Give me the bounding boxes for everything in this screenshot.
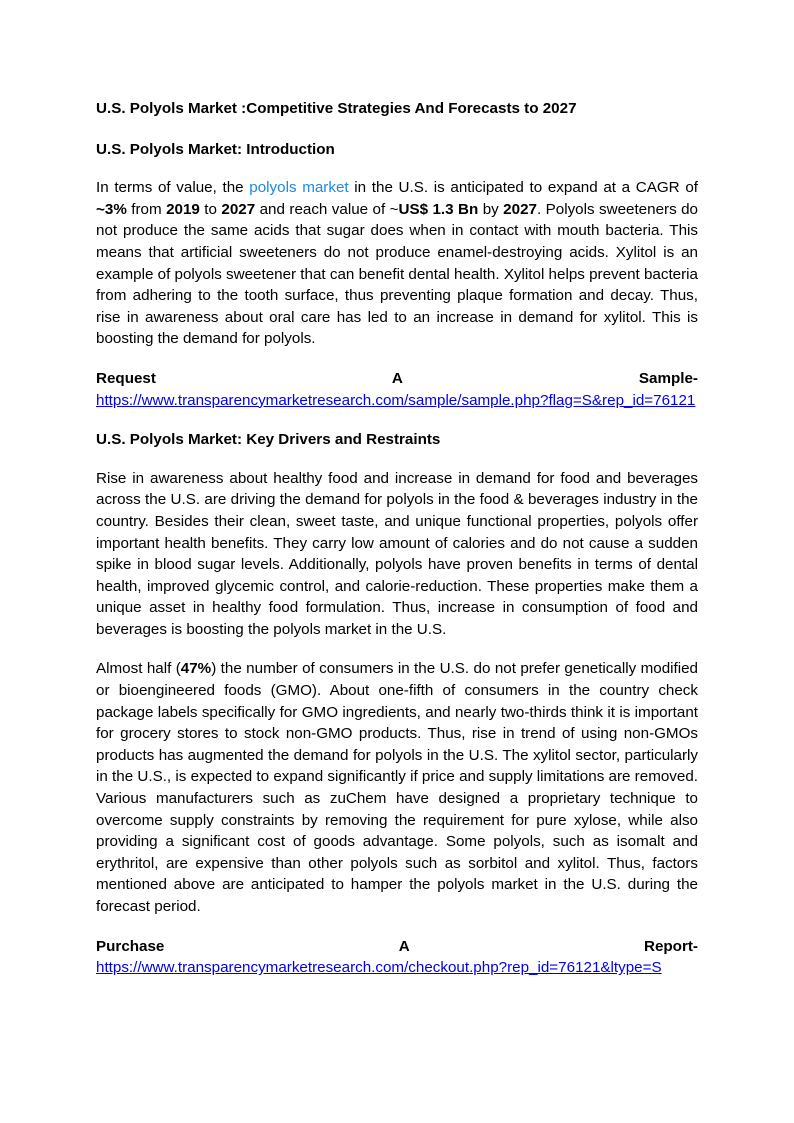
start-year: 2019 [166, 200, 200, 218]
text: in the U.S. is anticipated to expand at a CAGR of [348, 179, 698, 197]
text: ) the number of consumers in the U.S. do not prefer genetically modified or bioengineered foods (GMO). About one-fifth of consumers in the country check package labels specifically for GMO ingredients, and nearly two-thirds think it is important for grocery stores to stock non-GMO products. Thus, rise in trend of using non-GMOs products has augmented the demand for polyols in the U.S. The xylitol sector, particularly in the U.S., is expected to expand significantly if price and supply limitations are removed. Various manufacturers such as zuChem have designed a proprietary technique to overcome supply constraints by removing the requirement for pure xylose, while also providing a significant cost of goods advantage. Some polyols, such as isomalt and erythritol, are expensive than other polyols such as sorbitol and xylitol. Thus, factors mentioned above are anticipated to hamper the polyols market in the U.S. during the forecast period. [96, 660, 698, 915]
label-word: A [391, 369, 403, 387]
label-word: Purchase [96, 937, 165, 955]
polyols-market-link[interactable]: polyols market [249, 179, 349, 197]
intro-paragraph [96, 177, 698, 350]
purchase-report-label [96, 936, 698, 958]
request-sample-link[interactable]: https://www.transparencymarketresearch.com/sample/sample.php?flag=S&rep_id=76121 [96, 391, 696, 409]
text: by [478, 200, 504, 218]
label-word: Sample- [638, 369, 698, 387]
request-sample-block [96, 368, 698, 411]
drivers-paragraph-2 [96, 658, 698, 917]
gmo-percent: 47% [180, 660, 212, 678]
label-word: Report- [643, 937, 698, 955]
end-year: 2027 [221, 200, 256, 218]
label-word: A [398, 937, 410, 955]
request-sample-label [96, 368, 698, 390]
document-page [96, 98, 698, 997]
text: from [126, 200, 167, 218]
forecast-year: 2027 [503, 200, 537, 218]
document-title: U.S. Polyols Market :Competitive Strategies And Forecasts to 2027 [96, 100, 577, 117]
text: In terms of value, the [96, 179, 250, 197]
text: to [199, 200, 222, 218]
drivers-heading: U.S. Polyols Market: Key Drivers and Restraints [96, 431, 441, 449]
market-value: US$ 1.3 Bn [398, 200, 479, 218]
text: Almost half ( [96, 660, 181, 678]
text: . Polyols sweeteners do not produce the same acids that sugar does when in contact with mouth bacteria. This means that artificial sweeteners do not produce enamel-destroying acids. Xylitol is an example of polyols sweetener that can benefit dental health. Xylitol helps prevent bacteria from adhering to the tooth surface, thus preventing plaque formation and decay. Thus, rise in awareness about oral care has led to an increase in demand for xylitol. This is boosting the demand for polyols. [96, 200, 698, 348]
label-word: Request [96, 369, 156, 387]
intro-heading: U.S. Polyols Market: Introduction [96, 140, 335, 158]
purchase-report-link[interactable]: https://www.transparencymarketresearch.com/checkout.php?rep_id=76121&ltype=S [96, 959, 662, 977]
text: and reach value of ~ [255, 200, 399, 218]
purchase-report-block [96, 936, 698, 979]
drivers-paragraph-1: Rise in awareness about healthy food and increase in demand for food and beverages across the U.S. are driving the demand for polyols in the food & beverages industry in the country. Besides their clean, sweet taste, and unique functional properties, polyols offer important health benefits. They carry low amount of calories and do not cause a sudden spike in blood sugar levels. Additionally, polyols have proven benefits in terms of dental health, improved glycemic control, and calorie-reduction. These properties make them a unique asset in healthy food formulation. Thus, increase in consumption of food and beverages is boosting the polyols market in the U.S. [96, 469, 698, 638]
cagr-value: ~3% [96, 200, 127, 218]
